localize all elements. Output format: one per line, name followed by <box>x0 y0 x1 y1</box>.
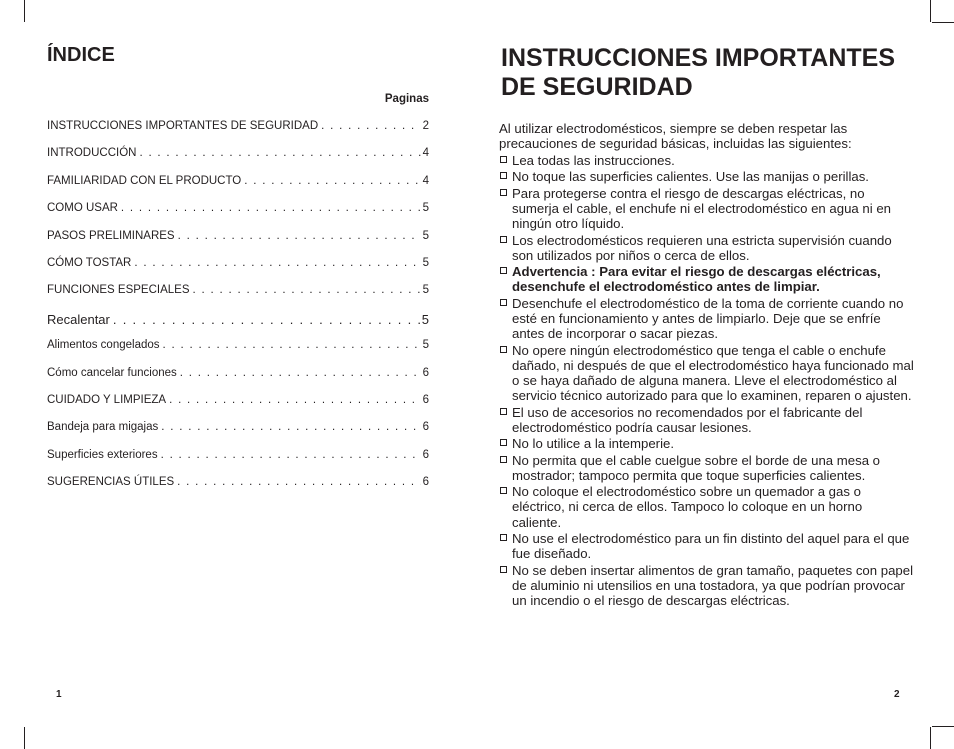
toc-entry-title: Bandeja para migajas <box>47 421 159 434</box>
page-number-right: 2 <box>894 689 900 700</box>
toc-leader-dots <box>177 367 421 379</box>
toc-entry-page: 6 <box>422 366 429 379</box>
list-item-text: No opere ningún electrodoméstico que tenga el cable o enchufe dañado, ni después de que el electrodoméstico haya funcionado mal o se haya dañado de alguna manera. Lleve el electrodoméstico al servicio técnico autorizado para que lo examinen, reparen o ajusten. <box>512 342 914 404</box>
toc-entry-page: 4 <box>422 174 429 187</box>
warning-item <box>499 264 914 294</box>
toc-entry[interactable] <box>47 394 429 421</box>
list-item-text: El uso de accesorios no recomendados por el fabricante del electrodoméstico podría causar lesiones. <box>512 404 863 435</box>
toc-entry-title: INSTRUCCIONES IMPORTANTES DE SEGURIDAD <box>47 120 319 132</box>
toc-entry[interactable] <box>47 449 429 476</box>
toc-entry-title: Recalentar <box>47 311 110 327</box>
list-item <box>499 436 914 451</box>
toc-leader-dots <box>136 147 420 159</box>
list-item <box>499 563 914 609</box>
toc-leader-dots <box>131 257 420 269</box>
checkbox-bullet-icon <box>500 236 507 243</box>
checkbox-bullet-icon <box>500 267 507 274</box>
toc-entry-page: 6 <box>422 476 429 489</box>
warning-text: Advertencia : Para evitar el riesgo de descargas eléctricas, desenchufe el electrodoméstico antes de limpiar. <box>512 264 881 295</box>
toc-entry[interactable] <box>47 312 429 339</box>
list-item <box>499 169 914 184</box>
toc-entry-page: 5 <box>421 311 429 327</box>
safety-list <box>499 153 914 609</box>
toc-entry[interactable] <box>47 175 429 202</box>
list-item-text: No permita que el cable cuelgue sobre el borde de una mesa o mostrador; tampoco permita que toque superficies calientes. <box>512 452 881 483</box>
toc-leader-dots <box>110 312 420 327</box>
list-item <box>499 405 914 435</box>
checkbox-bullet-icon <box>500 156 507 163</box>
toc-entry-title: Superficies exteriores <box>47 448 158 461</box>
toc-entry[interactable] <box>47 284 429 311</box>
checkbox-bullet-icon <box>500 456 507 463</box>
toc-entry[interactable] <box>47 120 429 147</box>
list-item <box>499 484 914 530</box>
checkbox-bullet-icon <box>500 566 507 573</box>
toc-entry-page: 5 <box>422 339 429 352</box>
checkbox-bullet-icon <box>500 172 507 179</box>
toc-entry[interactable] <box>47 339 429 366</box>
checkbox-bullet-icon <box>500 346 507 353</box>
toc-leader-dots <box>174 476 420 488</box>
toc-entry-page: 5 <box>422 229 429 242</box>
toc-entry-page: 5 <box>422 256 429 269</box>
list-item-text: No se deben insertar alimentos de gran tamaño, paquetes con papel de aluminio ni utensilios en una tostadora, ya que podrían provocar un incendio o el riesgo de descargas eléctricas. <box>512 562 914 608</box>
toc-entry-page: 2 <box>422 120 429 132</box>
list-item <box>499 453 914 483</box>
toc-entry-title: INTRODUCCIÓN <box>47 147 137 160</box>
crop-mark-top-right <box>930 0 931 22</box>
toc-entry-title: Cómo cancelar funciones <box>47 366 177 379</box>
list-item-text: No use el electrodoméstico para un fin distinto del aquel para el que fue diseñado. <box>512 530 910 562</box>
list-item <box>499 186 914 232</box>
list-item-text: Lea todas las instrucciones. <box>512 153 675 168</box>
toc-entry-page: 6 <box>422 421 429 434</box>
checkbox-bullet-icon <box>500 408 507 415</box>
checkbox-bullet-icon <box>500 299 507 306</box>
checkbox-bullet-icon <box>500 439 507 446</box>
toc-entry-title: COMO USAR <box>47 202 118 215</box>
checkbox-bullet-icon <box>500 189 507 196</box>
list-item-text: No coloque el electrodoméstico sobre un quemador a gas o eléctrico, ni cerca de ellos. Tampoco lo coloque en un horno caliente. <box>512 484 863 530</box>
checkbox-bullet-icon <box>500 487 507 494</box>
toc-entry[interactable] <box>47 476 429 503</box>
crop-mark-top-right-h <box>932 22 954 23</box>
safety-heading: INSTRUCCIONES IMPORTANTES DE SEGURIDAD <box>501 44 895 101</box>
toc-entry[interactable] <box>47 230 429 257</box>
toc-leader-dots <box>175 230 421 242</box>
toc-entry-page: 4 <box>422 147 429 160</box>
toc-leader-dots <box>118 202 421 214</box>
toc-entry-title: FUNCIONES ESPECIALES <box>47 284 190 297</box>
toc-entry[interactable] <box>47 147 429 174</box>
crop-mark-top-left <box>24 0 25 22</box>
toc-entry-page: 5 <box>422 284 429 297</box>
list-item <box>499 153 914 168</box>
toc-pages-label: Paginas <box>384 93 429 105</box>
toc-leader-dots <box>318 120 420 132</box>
toc-entry[interactable] <box>47 421 429 448</box>
toc-entry[interactable] <box>47 257 429 284</box>
toc-entry-page: 6 <box>422 448 429 461</box>
toc-entry-title: CÓMO TOSTAR <box>47 256 132 269</box>
toc-leader-dots <box>160 339 421 351</box>
list-item-text: No toque las superficies calientes. Use las manijas o perillas. <box>512 169 869 185</box>
list-item <box>499 531 914 561</box>
toc-entry-page: 5 <box>422 202 429 215</box>
list-item-text: No lo utilice a la intemperie. <box>512 436 674 452</box>
list-item-text: Desenchufe el electrodoméstico de la toma de corriente cuando no esté en funcionamiento y antes de limpiarlo. Deje que se enfríe antes de incorporar o sacar piezas. <box>512 295 904 342</box>
toc-leader-dots <box>158 449 421 461</box>
checkbox-bullet-icon <box>500 534 507 541</box>
toc-entry-title: PASOS PRELIMINARES <box>47 229 175 242</box>
toc-entry-title: CUIDADO Y LIMPIEZA <box>47 393 167 406</box>
toc-entry-title: FAMILIARIDAD CON EL PRODUCTO <box>47 174 242 187</box>
crop-mark-bottom-right-h <box>932 726 954 727</box>
list-item-text: Para protegerse contra el riesgo de descargas eléctricas, no sumerja el cable, el enchufe ni el electrodoméstico en agua ni en ningún otro líquido. <box>512 185 892 232</box>
safety-intro: Al utilizar electrodomésticos, siempre se deben respetar las precauciones de seguridad básicas, incluidas las siguientes: <box>499 121 852 152</box>
table-of-contents <box>47 120 429 503</box>
toc-entry[interactable] <box>47 367 429 394</box>
list-item <box>499 233 914 263</box>
toc-entry[interactable] <box>47 202 429 229</box>
toc-entry-title: SUGERENCIAS ÚTILES <box>47 476 175 489</box>
toc-entry-title: Alimentos congelados <box>47 339 160 352</box>
crop-mark-bottom-right <box>930 727 931 749</box>
list-item <box>499 296 914 342</box>
toc-leader-dots <box>190 284 421 296</box>
list-item-text: Los electrodomésticos requieren una estricta supervisión cuando son utilizados por niños o cerca de ellos. <box>512 232 892 263</box>
crop-mark-bottom-left <box>24 727 25 749</box>
list-item <box>499 343 914 404</box>
page-number-left: 1 <box>56 689 62 700</box>
toc-leader-dots <box>166 394 421 406</box>
toc-leader-dots <box>241 175 420 187</box>
toc-heading: ÍNDICE <box>47 44 115 66</box>
toc-entry-page: 6 <box>422 393 429 406</box>
toc-leader-dots <box>158 421 420 433</box>
